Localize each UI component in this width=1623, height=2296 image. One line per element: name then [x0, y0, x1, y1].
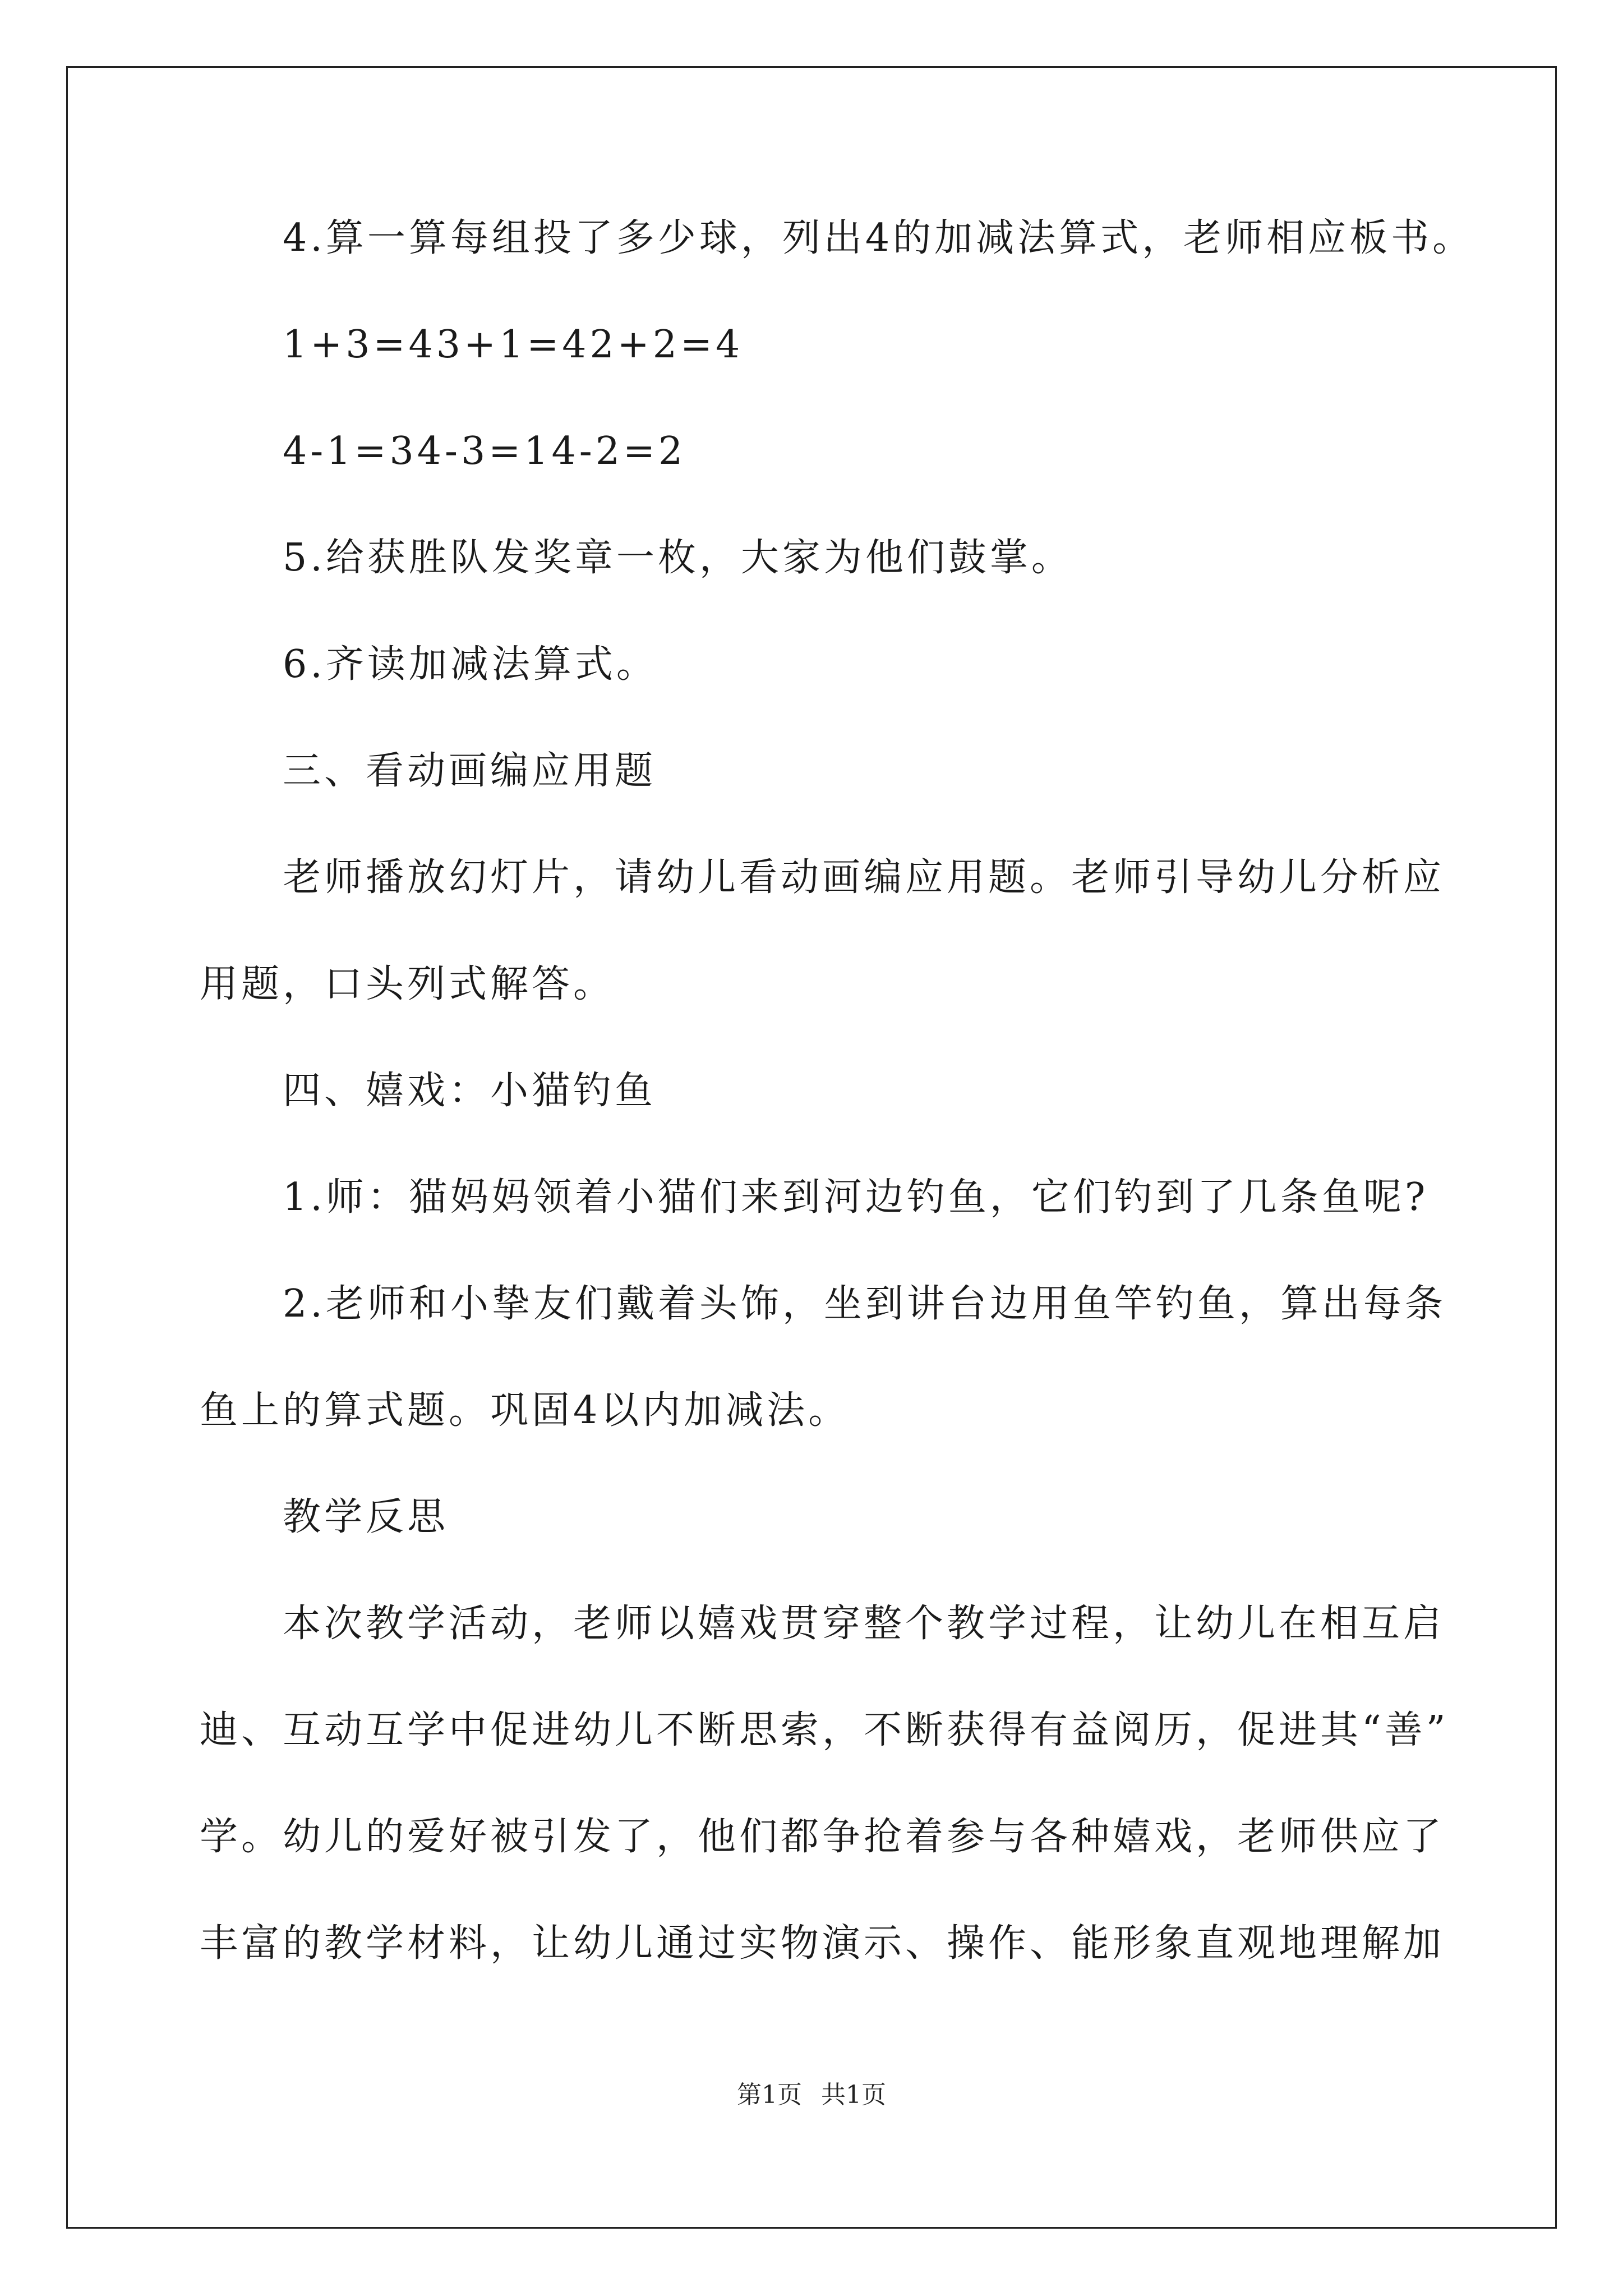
- text-line: 1+3=43+1=42+2=4: [283, 323, 744, 367]
- text-line: 学。幼儿的爱好被引发了，他们都争抢着参与各种嬉戏，老师供应了: [200, 1815, 1445, 1859]
- section-heading: 四、嬉戏：小猫钓鱼: [283, 1069, 657, 1113]
- section-heading: 教学反思: [283, 1495, 449, 1539]
- text-line: 6.齐读加减法算式。: [283, 642, 658, 687]
- page-total: 共1页: [821, 2081, 886, 2109]
- text-line: 2.老师和小挚友们戴着头饰，坐到讲台边用鱼竿钓鱼，算出每条: [283, 1282, 1446, 1326]
- text-line: 本次教学活动，老师以嬉戏贯穿整个教学过程，让幼儿在相互启: [283, 1602, 1445, 1646]
- text-line: 4.算一算每组投了多少球，列出4的加减法算式，老师相应板书。: [283, 216, 1474, 260]
- text-line: 鱼上的算式题。巩固4以内加减法。: [200, 1388, 850, 1433]
- text-line: 5.给获胜队发奖章一枚，大家为他们鼓掌。: [283, 536, 1073, 580]
- page-frame: [66, 66, 1557, 2229]
- text-line: 丰富的教学材料，让幼儿通过实物演示、操作、能形象直观地理解加: [200, 1921, 1445, 1966]
- text-line: 用题，口头列式解答。: [200, 962, 615, 1006]
- text-line: 4-1=34-3=14-2=2: [283, 429, 686, 473]
- text-line: 老师播放幻灯片，请幼儿看动画编应用题。老师引导幼儿分析应: [283, 855, 1445, 900]
- section-heading: 三、看动画编应用题: [283, 749, 657, 793]
- page-footer: [0, 2078, 1623, 2112]
- text-line: 1.师：猫妈妈领着小猫们来到河边钓鱼，它们钓到了几条鱼呢?: [283, 1175, 1429, 1220]
- text-line: 迪、互动互学中促进幼儿不断思索，不断获得有益阅历，促进其“善”: [200, 1708, 1449, 1752]
- page-number: 第1页: [737, 2081, 802, 2109]
